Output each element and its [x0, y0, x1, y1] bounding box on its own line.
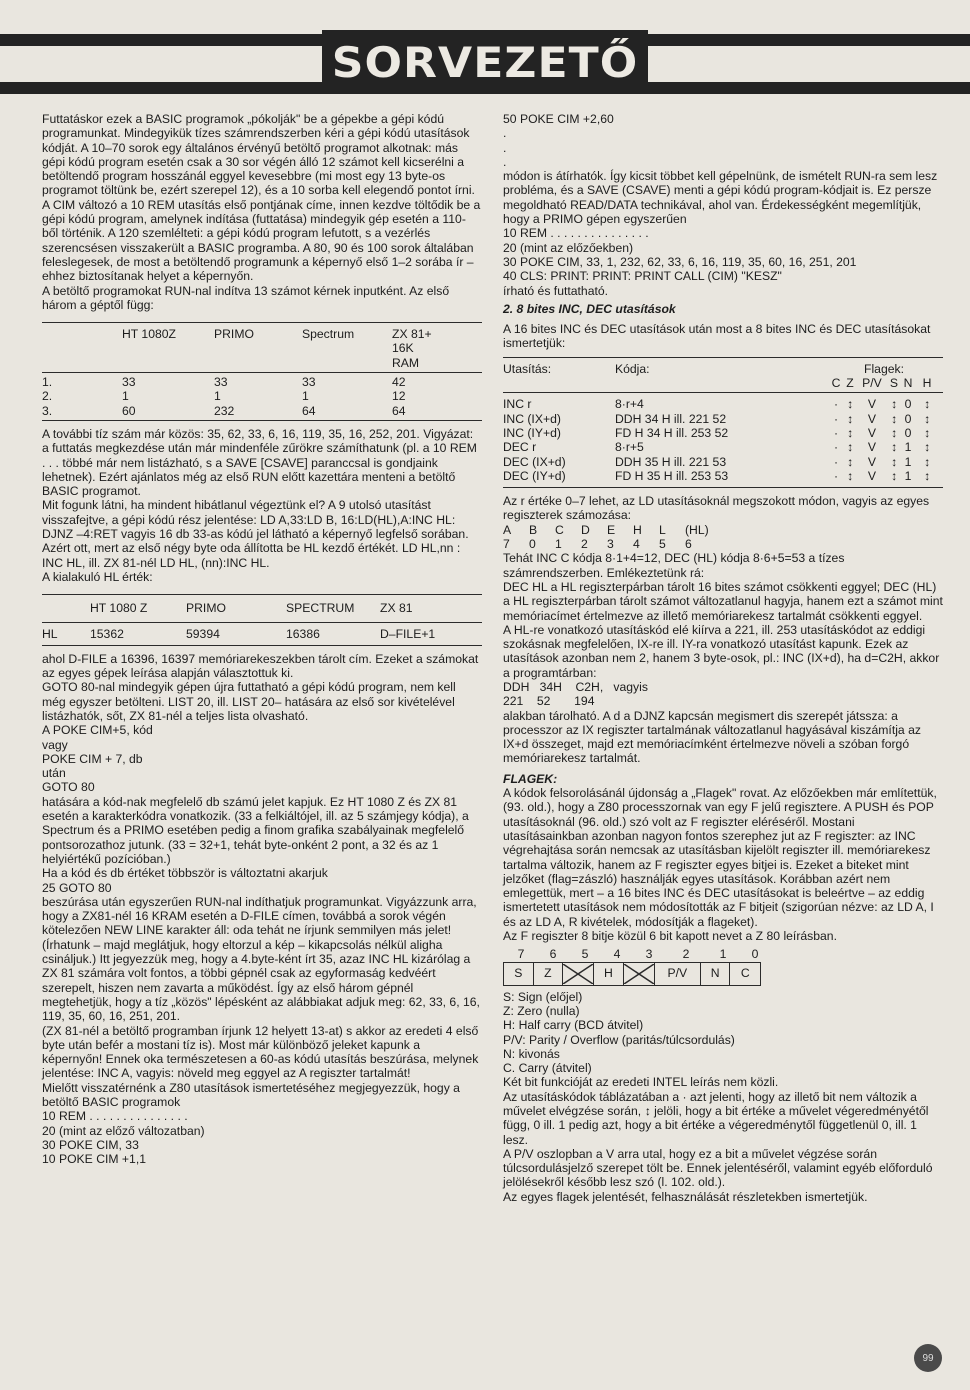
unused-bit-3	[624, 963, 655, 985]
paragraph: beszúrása után egyszerűen RUN-nal indíthatjuk programunkat. Vigyázzunk arra, hogy a ZX81-nél 16 KRAM esetén a D-FILE címen, továbbá a sorok végén kötelezően NEW LINE karakter áll: oda tehát ne írjunk semmilyen más jelet! (Írhatunk – majd meglátjuk, hogy eltorzul a kép – kikapcsolás nélkül aligha csináljuk.) Itt jegyezzük meg, hogy a 4.byte-ként írt 35, azaz INC HL kizárólag a ZX 81 számára volt fontos, a többi gépnél csak az egyformaság kedvéért szerepelt, hiszen nem zavarta a működést. Így az első három gépnél megtehetjük, hogy a tíz „közös" lépésként az alábbiakat adjuk meg: 62, 33, 6, 16, 119, 35, 60, 16, 251, 201.	[42, 894, 480, 1024]
paragraph: ahol D-FILE a 16396, 16397 memóriarekeszekben tárolt cím. Ezeket a számokat az egyes gépek leírása alapján választottuk ki.	[42, 651, 479, 681]
table-row	[42, 375, 442, 389]
code-line: 10 POKE CIM +1,1	[42, 1152, 146, 1167]
table-row	[503, 412, 939, 426]
table-rule	[42, 420, 482, 421]
code-line: után	[42, 766, 66, 781]
code-line: 20 (mint az előzőekben)	[503, 240, 634, 255]
table-cell: 33	[302, 375, 316, 390]
right-column	[503, 112, 943, 1204]
section-heading: FLAGEK:	[503, 771, 558, 786]
table-cell: 0	[904, 425, 912, 440]
flag-bit-n: N	[701, 963, 731, 985]
code-line: 10 REM . . . . . . . . . . . . . . .	[42, 1109, 188, 1124]
table-cell: 8·r+5	[615, 440, 644, 455]
register-number: 2	[581, 537, 588, 552]
table-cell: ↕	[923, 454, 931, 469]
table-cell: ·	[833, 425, 839, 440]
code-line: GOTO 80	[42, 780, 95, 795]
table-cell: ·	[833, 468, 839, 483]
paragraph: A betöltő programokat RUN-nal indítva 13 számot kérnek inputként. Az első három a géptől függ:	[42, 283, 450, 312]
title-banner	[322, 30, 648, 94]
table-header: Flagek:	[864, 361, 904, 376]
table-header: PRIMO	[214, 327, 254, 342]
table-row	[503, 455, 939, 469]
table-row	[503, 440, 939, 454]
flag-bit-s: S	[504, 963, 534, 985]
code-line: .	[503, 154, 507, 169]
table-header: ZX 81+	[392, 327, 432, 342]
code-line: DDH 34H C2H, vagyis	[503, 679, 648, 694]
register-letter: H	[633, 522, 642, 537]
table-cell: 33	[122, 375, 136, 390]
paragraph: DEC HL a HL regiszterpárban tárolt 16 bites számot csökkenti eggyel; DEC (HL) a HL regiszterpárban tárolt számot változatlanul hagyja, hanem ezt a számot mint memóriacímet értelmezve az illető memóriarekesz tartalmát csökkenti eggyel.	[503, 579, 943, 623]
table-rule	[42, 594, 482, 595]
flag-bit-h: H	[594, 963, 624, 985]
table-cell: INC (IY+d)	[503, 425, 561, 440]
code-line: .	[503, 140, 507, 155]
flag-description: P/V: Parity / Overflow (paritás/túlcsordulás)	[503, 1032, 735, 1047]
table-cell: FD H 34 H ill. 253 52	[615, 425, 729, 440]
paragraph: alakban tárolható. A d a DJNZ kapcsán megismert dis szerepét játssza: a processzor az IX regiszter tartalmának változatlanul hagyásával kiszámítja az IX+d összeget, majd ezt memóriacímként értelmezve növeli a szóban forgó memóriarekesz tartalmát.	[503, 708, 921, 766]
paragraph: A P/V oszlopban a V arra utal, hogy ez a bit a művelet végzése során túlcsordulásjelző szerepet tölt be. Ennek jelentéséről, valamint egyéb előforduló jelölésekről később lesz szó (l. 102. old.).	[503, 1146, 933, 1190]
table-cell: DEC (IY+d)	[503, 468, 566, 483]
table-header: Utasítás:	[503, 361, 552, 376]
table-cell: 1	[214, 389, 221, 404]
flag-description: N: kivonás	[503, 1046, 560, 1061]
bit-number: 1	[719, 947, 727, 962]
table-row	[503, 397, 939, 411]
table-header: 16K RAM	[392, 341, 420, 370]
register-numbering	[503, 523, 723, 552]
paragraph: módon is átírhatók. Így kicsit többet kell gépelnünk, de ismételt RUN-ra sem lesz probléma, és a SAVE (CSAVE) menti a gépi kódú program-kódjait is. Ez persze megoldható READ/DATA technikával, ahol van. Érdekességként megemlítjük, hogy a PRIMO gépen egyszerűen	[503, 169, 938, 227]
flag-letter: H	[922, 376, 932, 391]
table-cell: V	[867, 468, 877, 483]
table-header: HT 1080Z	[122, 327, 176, 342]
table-cell: ·	[833, 411, 839, 426]
code-line: POKE CIM + 7, db	[42, 751, 143, 766]
table-cell: 0	[904, 397, 912, 412]
f-register-bit-numbers	[505, 947, 943, 961]
table-cell: 1	[904, 468, 912, 483]
left-column	[42, 112, 482, 1166]
table-cell: 16386	[286, 626, 320, 641]
table-cell: ↕	[846, 425, 854, 440]
table-cell: ↕	[846, 468, 854, 483]
table-cell: ↕	[890, 425, 898, 440]
register-letter: L	[659, 522, 666, 537]
paragraph: A 16 bites INC és DEC utasítások után most a 8 bites INC és DEC utasításokat ismertetjük:	[503, 322, 931, 351]
flag-letter: N	[903, 376, 913, 391]
table-row	[503, 469, 939, 483]
flag-description: C. Carry (átvitel)	[503, 1061, 592, 1076]
table-rule	[503, 487, 943, 488]
paragraph: (ZX 81-nél a betöltő programban írjunk 12 helyett 13-at) s akkor az eredeti 4 első byte után befér a mostani tíz is). Most már különböző jeleket kapunk a képernyőn! Ennek oka természetesen a 60-as kódú utasítás beszúrása, melynek jelentése: INC A, vagyis: növeld meg eggyel az A regiszter tartalmát!	[42, 1023, 479, 1081]
paragraph: A kialakuló HL érték:	[42, 569, 153, 584]
machine-table	[42, 327, 442, 370]
table-cell: 1	[302, 389, 309, 404]
paragraph: A kódok felsorolásánál újdonság a „Flagek" rovat. Az előzőekben már említettük, (93. old.), hogy a Z80 processzornak van egy F jelű regisztere. A PUSH és POP utasításoknál (96. old.) szó volt az F regiszter eléréséről. Mostani utasításainkban azonban nagyon fontos szerephez jut az F regiszter: az INC végrehajtása során nemcsak az utasításban kijelölt regiszter ill. memóriarekesz tartalma változik, hanem az F regiszter egyes bitjei is. Ezeket a biteket mint jelzőket (flag=zászló) használják egyes utasítások. Korábban azért nem emlegettük, mert – a 16 bites INC és DEC utasításokat is beleértve – az eddig ismertetett utasítások nem módosították az F bitjeit (szigorúan nézve: az LD A, I és az LD A, R kivételek, módosítják a flageket).	[503, 786, 937, 929]
register-number: 5	[659, 537, 666, 552]
table-cell: 64	[392, 403, 406, 418]
table-cell: DEC r	[503, 440, 537, 455]
table-cell: 33	[214, 375, 228, 390]
table-cell: ↕	[846, 411, 854, 426]
code-line: .	[503, 126, 507, 141]
paragraph: Az F regiszter 8 bitje közül 6 bit kapott nevet a Z 80 leírásban.	[503, 929, 837, 944]
table-header: Spectrum	[302, 327, 355, 342]
table-header: SPECTRUM	[286, 601, 355, 616]
unused-bit-5	[563, 963, 594, 985]
table-cell: 1.	[42, 375, 53, 390]
register-number: 1	[555, 537, 562, 552]
table-cell: ↕	[923, 468, 931, 483]
table-cell: 8·r+4	[615, 397, 644, 412]
flag-description: Z: Zero (nulla)	[503, 1003, 580, 1018]
table-cell: FD H 35 H ill. 253 53	[615, 468, 729, 483]
bit-number: 2	[682, 947, 690, 962]
register-letter: E	[607, 522, 616, 537]
table-cell: DDH 35 H ill. 221 53	[615, 454, 727, 469]
bit-number: 4	[613, 947, 621, 962]
code-line: 40 CLS: PRINT: PRINT: PRINT CALL (CIM) "KESZ"	[503, 269, 782, 284]
table-rule	[42, 622, 482, 623]
table-cell: 64	[302, 403, 316, 418]
page-title: SORVEZETŐ	[331, 37, 639, 87]
table-cell: 59394	[186, 626, 220, 641]
table-cell: DDH 34 H ill. 221 52	[615, 411, 727, 426]
paragraph: hatására a kód-nak megfelelő db számú jelet kapjuk. Ez HT 1080 Z és ZX 81 esetén a karakterkódra vonatkozik. (33 a felkiáltójel, ill. az 5 számjegy kódja), a Spectrum és a PRIMO esetében pedig a finom grafika szabályainak megfelelő pontsorozathoz jutunk. (33 = 32+1, tehát byte-onként 2 pont, a 32 és az 1 helyiértékű pozícióban.)	[42, 794, 469, 866]
table-row	[42, 389, 442, 403]
bit-number: 3	[645, 947, 653, 962]
flag-description: S: Sign (előjel)	[503, 989, 583, 1004]
paragraph: Mit fogunk látni, ha mindent hibátlanul végeztünk el? A 9 utolsó utasítást visszafejtve, a gépi kódú rész jelentése: LD A,33:LD B, 16:LD(HL),A:INC HL: DJNZ –4:RET vagyis 16 db 33-as kódú jel látható a képernyő legfelső sorában. Azért ott, mert az első négy byte oda állította be HL kezdő értékét. LD HL,nn : INC HL, ill. ZX 81-nél LD HL, (nn):INC HL.	[42, 498, 469, 570]
paragraph: Az utasításkódok táblázatában a · azt jelenti, hogy az illető bit nem változik a művelet elvégzése során, ↕ jelöli, hogy a bit értéke a művelet végeredményétől függ, 0 ill. 1 pedig azt, hogy a bit értéke a végeredménytől függetlenül 0, ill. 1 lesz.	[503, 1089, 929, 1147]
table-cell: INC (IX+d)	[503, 411, 561, 426]
paragraph: Futtatáskor ezek a BASIC programok „pókolják" be a gépekbe a gépi kódú programunkat. Mindegyikük tízes számrendszerben kéri a gépi kódú utasítások kódját. A 10–70 sorok egy általános érvényű betöltő programot alkotnak: más gépi kódú program esetén csak a 30 sor végén álló 12 számot kell kicserélni a betöltendő program hosszánál eggyel kevesebbre (mi most egy 13 byte-os programot töltünk be, ezért szerepel 12), és a 10 sorba kell elegendő pontot írni. A CIM változó a 10 REM utasítás első pontjának címe, innen kezdve töltődik be a gépi kódú program, amelynek indítása (futtatása) mindegyik gép esetén a 110-ből történik. A 120 szemlélteti: a gépi kódú program lefutott, s a vezérlés szerencsésen visszakerült a BASIC programba. A 80, 90 és 100 sorok általában feleslegesek, de most a betöltendő programunk a képernyő első 1–2 sorába ír – ehhez biztosítanak helyet a képernyőn.	[42, 112, 481, 284]
table-cell: DEC (IX+d)	[503, 454, 566, 469]
table-rule	[42, 372, 482, 373]
table-cell: ↕	[923, 411, 931, 426]
code-line: 221 52 194	[503, 694, 595, 709]
table-cell: ↕	[846, 440, 854, 455]
page-number: 99	[914, 1344, 942, 1372]
table-cell: 60	[122, 403, 136, 418]
register-number: 4	[633, 537, 640, 552]
table-header: ZX 81	[380, 601, 413, 616]
paragraph: A további tíz szám már közös: 35, 62, 33, 6, 16, 119, 35, 16, 252, 201. Vigyázat: a futtatás megkezdése után már mindenféle zűrökre számíthatunk (pl. a 10 REM . . . többé már nem listázható, s a SAVE [CSAVE] paranccsal is gondjaink lehetnek). Ezért ajánlatos még az első RUN előtt kazettára menteni a betöltő BASIC programot.	[42, 426, 477, 499]
table-cell: ↕	[890, 468, 898, 483]
paragraph: Mielőtt visszatérnénk a Z80 utasítások ismertetéséhez megjegyezzük, hogy a betöltő BASIC programok	[42, 1080, 460, 1109]
register-number: 7	[503, 537, 510, 552]
paragraph: Tehát INC C kódja 8·1+4=12, DEC (HL) kódja 8·6+5=53 a tízes számrendszerben. Emlékeztetünk rá:	[503, 551, 845, 580]
hl-table-body	[42, 627, 462, 641]
flag-letter: S	[889, 376, 899, 391]
table-cell: V	[867, 440, 877, 455]
register-number: 6	[685, 537, 692, 552]
table-cell: ↕	[890, 454, 898, 469]
table-cell: ↕	[923, 397, 931, 412]
flag-bit-c: C	[740, 966, 750, 981]
table-cell: ↕	[890, 411, 898, 426]
flag-letter: Z	[846, 376, 854, 391]
code-line: 30 POKE CIM, 33	[42, 1137, 139, 1152]
flag-bit-pv: P/V	[655, 963, 701, 985]
code-line: A POKE CIM+5, kód	[42, 723, 153, 738]
table-cell: V	[867, 411, 877, 426]
table-cell: 1	[122, 389, 129, 404]
register-letter: B	[529, 522, 538, 537]
f-register-diagram	[503, 962, 761, 986]
register-letter: (HL)	[685, 522, 709, 537]
machine-table-body	[42, 375, 442, 418]
table-cell: 1	[904, 440, 912, 455]
code-line: 25 GOTO 80	[42, 880, 112, 895]
table-header: HT 1080 Z	[90, 601, 148, 616]
table-cell: HL	[42, 626, 58, 641]
code-line: 20 (mint az előző változatban)	[42, 1123, 205, 1138]
flag-letter: C	[831, 376, 841, 391]
table-cell: 2.	[42, 389, 53, 404]
table-cell: ↕	[923, 440, 931, 455]
table-cell: V	[867, 454, 877, 469]
table-cell: ·	[833, 454, 839, 469]
paragraph: Két bit funkcióját az eredeti INTEL leírás nem közli.	[503, 1075, 779, 1090]
flag-description: H: Half carry (BCD átvitel)	[503, 1018, 644, 1033]
paragraph: Ha a kód és db értéket többször is változtatni akarjuk	[42, 866, 328, 881]
table-cell: V	[867, 397, 877, 412]
table-cell: 42	[392, 375, 406, 390]
table-row	[42, 627, 462, 641]
instruction-table-header	[503, 362, 939, 391]
code-line: írható és futtatható.	[503, 283, 609, 298]
paragraph: A HL-re vonatkozó utasításkód elé kiírva a 221, ill. 253 utasításkódot az eddigi szokásnak megfelelően, IX-re ill. IY-ra vonatkozó utasítást kapunk. Ezek az utasítások azonban nem 2, hanem 3 byte-osok, pl.: INC (IX+d), ha d=C2H, akkor a programtárban:	[503, 622, 940, 680]
code-line: 30 POKE CIM, 33, 1, 232, 62, 33, 6, 16, 119, 35, 60, 16, 251, 201	[503, 254, 857, 269]
bit-number: 0	[751, 947, 759, 962]
table-header: Kódja:	[615, 361, 650, 376]
table-rule	[42, 645, 482, 646]
table-cell: 1	[904, 454, 912, 469]
table-cell: ↕	[890, 397, 898, 412]
code-line: vagy	[42, 737, 68, 752]
table-rule	[503, 392, 943, 393]
top-band	[0, 0, 970, 30]
table-cell: 232	[214, 403, 235, 418]
paragraph: GOTO 80-nal mindegyik gépen újra futtatható a gépi kódú program, nem kell még egyszer betölteni. LIST 20, ill. LIST 20– hatására az első sor kivételével listázhatók, sőt, ZX 81-nél a teljes lista olvasható.	[42, 680, 456, 723]
section-heading: 2. 8 bites INC, DEC utasítások	[503, 301, 676, 316]
table-cell: ↕	[846, 454, 854, 469]
bit-number: 5	[581, 947, 589, 962]
table-cell: V	[867, 425, 877, 440]
flag-letter: P/V	[862, 376, 882, 391]
table-cell: 15362	[90, 626, 124, 641]
register-number: 0	[529, 537, 536, 552]
hl-table	[42, 601, 462, 615]
table-cell: 0	[904, 411, 912, 426]
table-cell: ·	[833, 397, 839, 412]
code-line: 50 POKE CIM +2,60	[503, 112, 614, 126]
table-cell: ↕	[846, 397, 854, 412]
instruction-table	[503, 397, 939, 483]
table-cell: ·	[833, 440, 839, 455]
paragraph: Az r értéke 0–7 lehet, az LD utasításoknál megszokott módon, vagyis az egyes regiszterek számozása:	[503, 494, 930, 523]
table-row	[42, 404, 442, 418]
flag-bit-z: Z	[534, 963, 564, 985]
register-letter: C	[555, 522, 564, 537]
table-rule	[42, 322, 482, 323]
bit-number: 7	[517, 947, 525, 962]
table-cell: ↕	[890, 440, 898, 455]
bit-number: 6	[549, 947, 557, 962]
code-line: 10 REM . . . . . . . . . . . . . . .	[503, 226, 649, 241]
paragraph: Az egyes flagek jelentését, felhasználását részletekben ismertetjük.	[503, 1189, 868, 1204]
table-header: PRIMO	[186, 601, 226, 616]
table-cell: INC r	[503, 397, 532, 412]
table-cell: 3.	[42, 403, 53, 418]
table-cell: ↕	[923, 425, 931, 440]
register-letter: D	[581, 522, 590, 537]
table-cell: D–FILE+1	[380, 626, 436, 641]
register-letter: A	[503, 522, 512, 537]
register-number: 3	[607, 537, 614, 552]
table-row	[503, 426, 939, 440]
table-cell: 12	[392, 389, 406, 404]
table-rule	[503, 357, 943, 358]
